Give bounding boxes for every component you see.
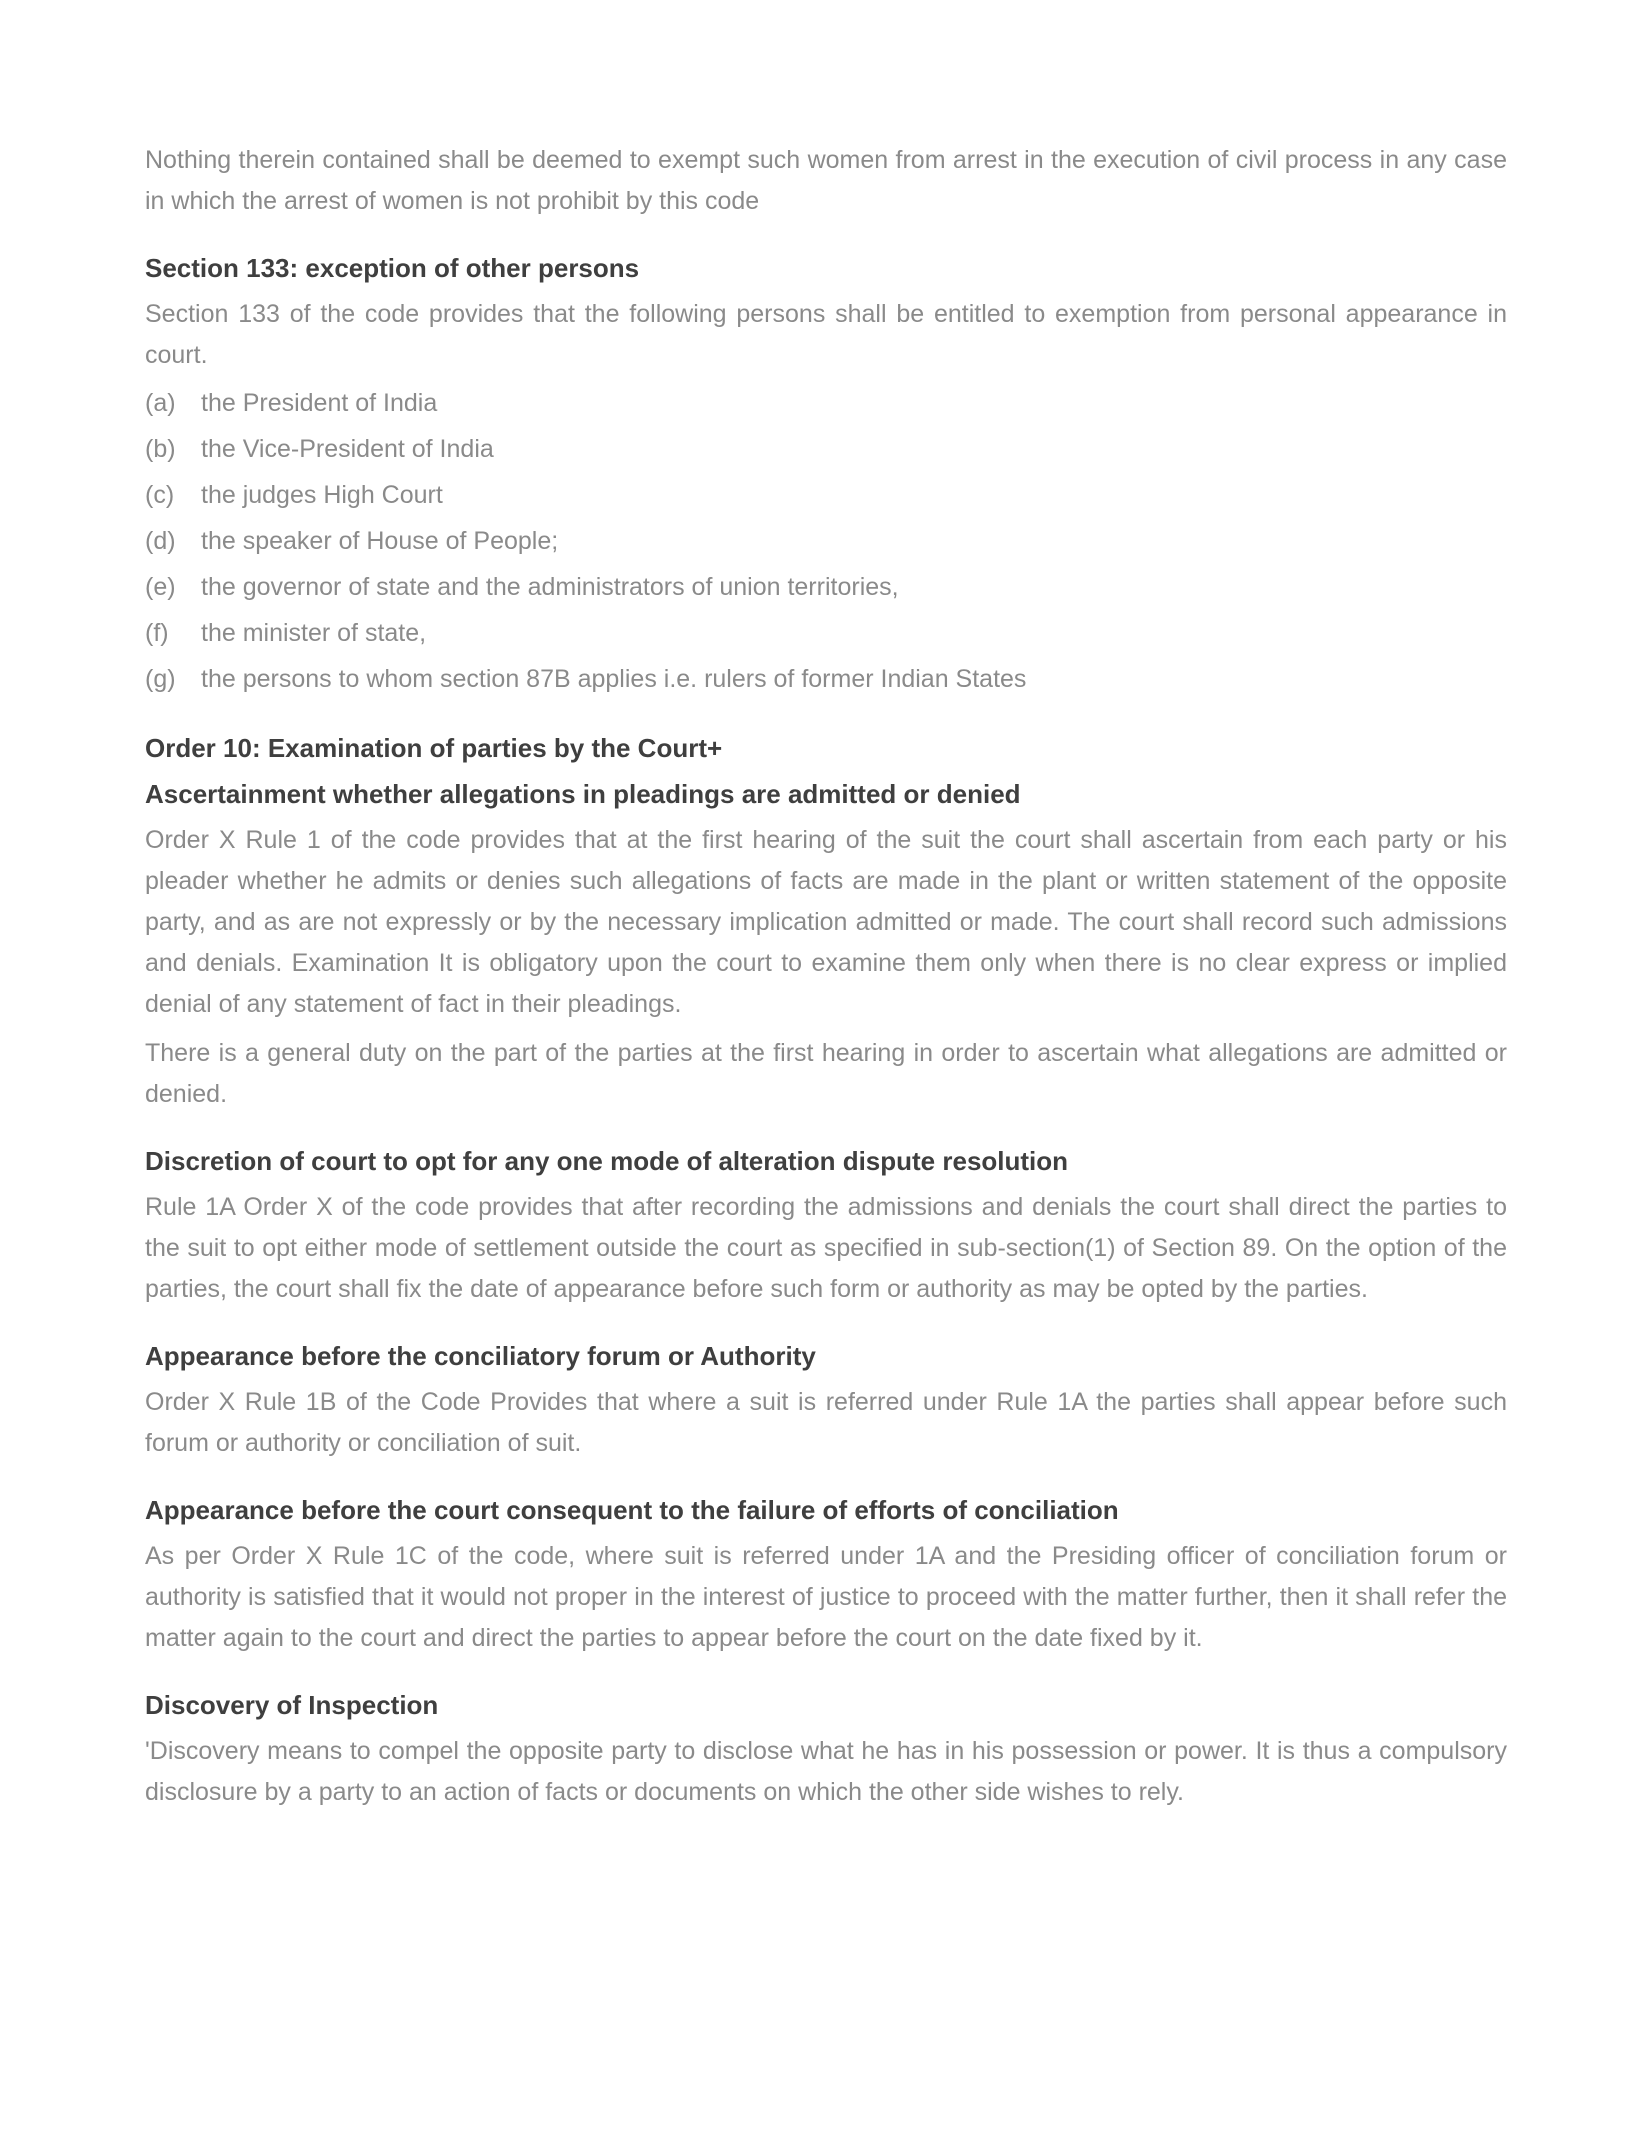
intro-paragraph: Nothing therein contained shall be deemed to exempt such women from arrest in the execution of civil process in any case in which the arrest of women is not prohibit by this code (145, 146, 1507, 215)
discretion-heading: Discretion of court to opt for any one mode of alteration dispute resolution (145, 1146, 1069, 1176)
list-item-text: the President of India (201, 389, 438, 417)
order-10-paragraph-1: Order X Rule 1 of the code provides that at the first hearing of the suit the court shall ascertain from each party or his pleader whether he admits or denies such allegations of facts are made in the plant or written statement of the opposite party, and as are not expressly or by the necessary implication admitted or made. The court shall record such admissions and denials. Examination It is obligatory upon the court to examine them only when there is no clear express or implied denial of any statement of fact in their pleadings. (145, 826, 1507, 1018)
list-item-text: the judges High Court (201, 481, 443, 509)
list-item (145, 656, 1507, 702)
list-marker: (c) (145, 481, 175, 509)
document-page (145, 140, 1507, 1813)
discovery-paragraph: 'Discovery means to compel the opposite party to disclose what he has in his possession or power. It is thus a compulsory disclosure by a party to an action of facts or documents on which the other side wishes to rely. (145, 1737, 1507, 1806)
order-10-paragraph-2: There is a general duty on the part of the parties at the first hearing in order to ascertain what allegations are admitted or denied. (145, 1039, 1507, 1108)
appearance-forum-heading: Appearance before the conciliatory forum or Authority (145, 1341, 816, 1371)
order-10-subheading: Ascertainment whether allegations in pleadings are admitted or denied (145, 779, 1021, 809)
list-item (145, 472, 1507, 518)
list-item-text: the Vice-President of India (201, 435, 494, 463)
list-item-text: the persons to whom section 87B applies i.e. rulers of former Indian States (201, 665, 1027, 693)
list-marker: (a) (145, 389, 176, 417)
section-133-heading: Section 133: exception of other persons (145, 253, 640, 283)
exemption-list (145, 380, 1507, 702)
list-marker: (b) (145, 435, 176, 463)
list-item (145, 518, 1507, 564)
appearance-forum-paragraph: Order X Rule 1B of the Code Provides that where a suit is referred under Rule 1A the parties shall appear before such forum or authority or conciliation of suit. (145, 1388, 1507, 1457)
appearance-court-paragraph: As per Order X Rule 1C of the code, where suit is referred under 1A and the Presiding officer of conciliation forum or authority is satisfied that it would not proper in the interest of justice to proceed with the matter further, then it shall refer the matter again to the court and direct the parties to appear before the court on the date fixed by it. (145, 1542, 1507, 1652)
list-item (145, 564, 1507, 610)
discovery-heading: Discovery of Inspection (145, 1690, 439, 1720)
list-item-text: the speaker of House of People; (201, 527, 559, 555)
list-marker: (f) (145, 619, 169, 647)
list-item-text: the governor of state and the administrators of union territories, (201, 573, 899, 601)
list-item (145, 426, 1507, 472)
list-marker: (d) (145, 527, 176, 555)
section-133-paragraph: Section 133 of the code provides that the following persons shall be entitled to exemption from personal appearance in court. (145, 300, 1507, 369)
list-marker: (e) (145, 573, 176, 601)
discretion-paragraph: Rule 1A Order X of the code provides that after recording the admissions and denials the court shall direct the parties to the suit to opt either mode of settlement outside the court as specified in sub-section(1) of Section 89. On the option of the parties, the court shall fix the date of appearance before such form or authority as may be opted by the parties. (145, 1193, 1507, 1303)
list-item (145, 610, 1507, 656)
list-marker: (g) (145, 665, 176, 693)
appearance-court-heading: Appearance before the court consequent to the failure of efforts of conciliation (145, 1495, 1119, 1525)
order-10-heading: Order 10: Examination of parties by the Court+ (145, 733, 723, 763)
list-item-text: the minister of state, (201, 619, 427, 647)
list-item (145, 380, 1507, 426)
